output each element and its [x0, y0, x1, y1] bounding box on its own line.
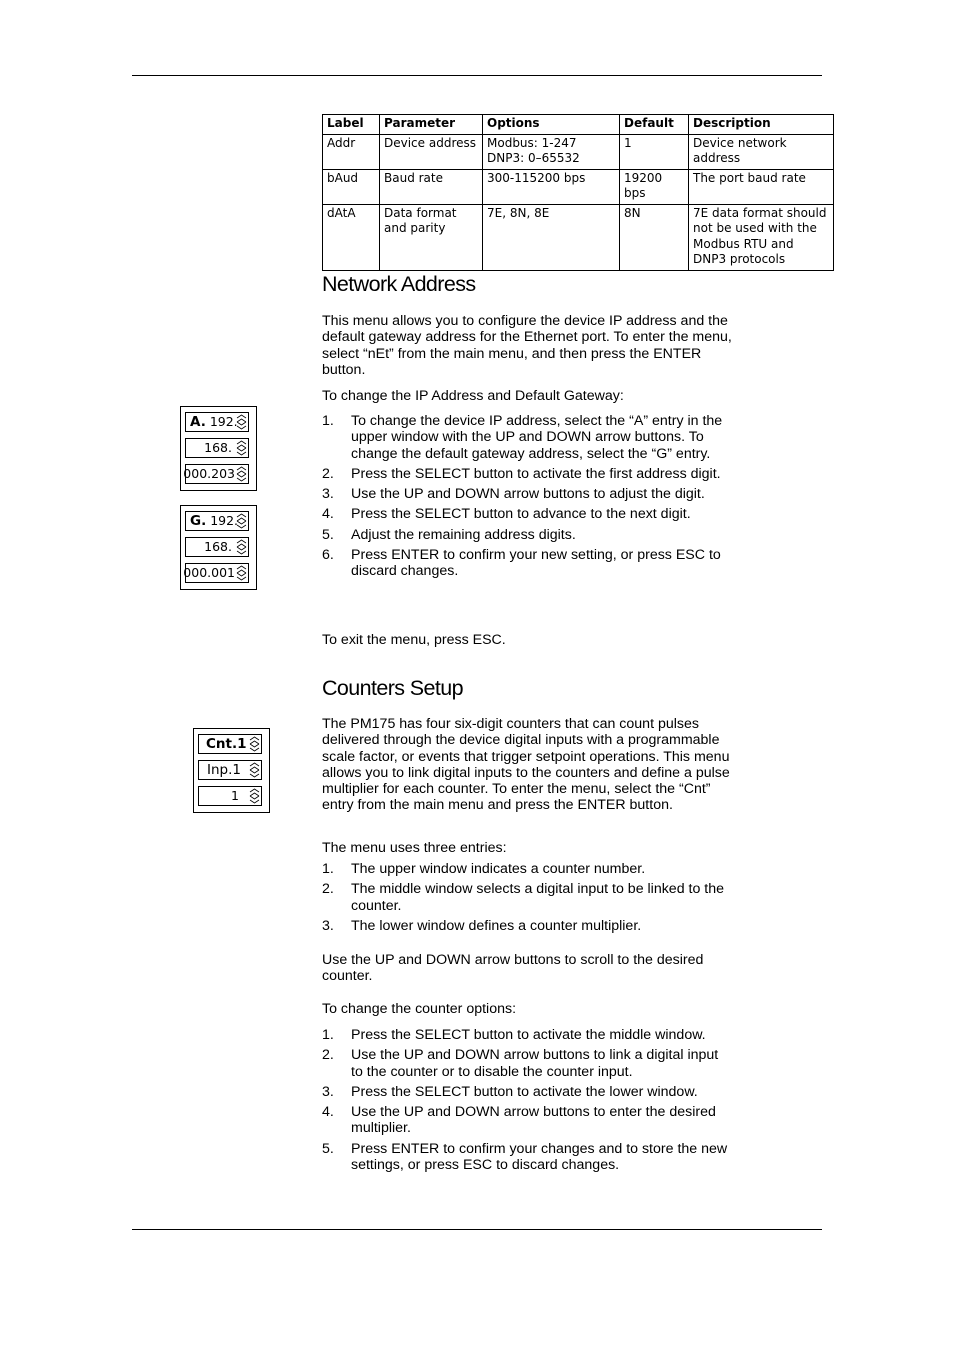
updown-arrow-icon — [249, 762, 260, 778]
lcd-display-gateway — [180, 505, 257, 590]
lcd-middle-window — [198, 760, 262, 780]
table-header-row — [323, 115, 834, 135]
list-item: 4. Use the UP and DOWN arrow buttons to enter the desired multiplier. — [322, 1104, 716, 1137]
lcd-upper-window — [185, 511, 249, 531]
table-cell-parameter: Data format and parity — [380, 204, 483, 270]
table-cell-description: 7E data format should not be used with the Modbus RTU and DNP3 protocols — [689, 204, 834, 270]
lcd-lower-window — [198, 786, 262, 806]
table-cell-options — [483, 134, 620, 169]
list-item: 5. Adjust the remaining address digits. — [322, 526, 576, 543]
table-cell-parameter: Device address — [380, 134, 483, 169]
lcd-display-ip — [180, 406, 257, 491]
table-cell-options: 7E, 8N, 8E — [483, 204, 620, 270]
counters-scroll-text: Use the UP and DOWN arrow buttons to scroll to the desired counter. — [322, 952, 704, 985]
updown-arrow-icon — [236, 414, 247, 430]
table-cell-default: 1 — [620, 134, 689, 169]
table-header: Default — [620, 115, 689, 135]
lcd-upper-window — [185, 412, 249, 432]
header-rule — [132, 75, 822, 76]
list-item: 1. Press the SELECT button to activate the middle window. — [322, 1027, 706, 1043]
table-cell-description: The port baud rate — [689, 169, 834, 204]
network-intro: This menu allows you to configure the device IP address and the default gateway address for the Ethernet port. To enter the menu, select “nEt” from the main menu, and then press the ENTER button. — [322, 313, 732, 378]
list-item: 2. Use the UP and DOWN arrow buttons to link a digital input to the counter or to disable the counter input. — [322, 1047, 719, 1080]
option-line: DNP3: 0–65532 — [487, 151, 580, 165]
table-cell-label: bAud — [323, 169, 380, 204]
updown-arrow-icon — [249, 788, 260, 804]
lcd-value: 1 — [231, 788, 239, 803]
counters-intro: The PM175 has four six-digit counters that can count pulses delivered through the device digital inputs with a programmable scale factor, or events that trigger setpoint operations. This menu allows you to link digital inputs to the counters and define a pulse multiplier for each counter. To enter the menu, select the “Cnt” entry from the main menu and press the ENTER button. — [322, 716, 730, 814]
lcd-value: Inp.1 — [207, 762, 241, 778]
option-line: Modbus: 1-247 — [487, 135, 577, 150]
table-cell-label: Addr — [323, 134, 380, 169]
list-item: 4. Press the SELECT button to advance to the next digit. — [322, 506, 691, 523]
table-row — [323, 169, 834, 204]
network-lead: To change the IP Address and Default Gateway: — [322, 388, 624, 404]
table-cell-parameter: Baud rate — [380, 169, 483, 204]
lcd-value: 000.203 — [183, 466, 235, 481]
lcd-value: 192. — [210, 513, 239, 528]
lcd-value: 168. — [204, 539, 232, 554]
updown-arrow-icon — [249, 736, 260, 752]
network-steps — [322, 413, 732, 580]
lcd-lower-window — [185, 464, 249, 484]
updown-arrow-icon — [236, 513, 247, 529]
lcd-value: 168. — [204, 440, 232, 455]
lcd-label: A. — [190, 414, 206, 430]
updown-arrow-icon — [236, 565, 247, 581]
list-item: 3. Use the UP and DOWN arrow buttons to adjust the digit. — [322, 486, 705, 503]
updown-arrow-icon — [236, 466, 247, 482]
list-item: 5. Press ENTER to confirm your changes and to store the new settings, or press ESC to discard changes. — [322, 1140, 728, 1174]
table-cell-default: 19200 bps — [620, 169, 689, 204]
lcd-display-counter — [193, 728, 270, 813]
network-exit: To exit the menu, press ESC. — [322, 632, 506, 648]
updown-arrow-icon — [236, 539, 247, 555]
lcd-lower-window — [185, 563, 249, 583]
lcd-value: 192. — [209, 414, 238, 429]
lcd-value: Cnt.1 — [206, 736, 247, 752]
table-header: Label — [323, 115, 380, 135]
network-heading: Network Address — [322, 272, 476, 296]
list-item: 6. Press ENTER to confirm your new setting, or press ESC to discard changes. — [322, 547, 721, 580]
counters-change-lead: To change the counter options: — [322, 1001, 517, 1017]
list-item: 1. To change the device IP address, select the “A” entry in the upper window with the UP and DOWN arrow buttons. To change the default gateway address, select the “G” entry. — [322, 413, 723, 462]
lcd-middle-window — [185, 537, 249, 557]
parameters-table — [322, 114, 834, 271]
table-header: Parameter — [380, 115, 483, 135]
list-item: 1. The upper window indicates a counter number. — [322, 861, 646, 877]
list-item: 3. Press the SELECT button to activate the lower window. — [322, 1083, 698, 1100]
table-header: Description — [689, 115, 834, 135]
footer-rule — [132, 1229, 822, 1230]
table-row — [323, 204, 834, 270]
counters-heading: Counters Setup — [322, 676, 463, 700]
table-row — [323, 134, 834, 169]
table-cell-description: Device network address — [689, 134, 834, 169]
lcd-upper-window — [198, 734, 262, 754]
table-cell-label: dAtA — [323, 204, 380, 270]
counters-steps — [322, 1027, 732, 1173]
updown-arrow-icon — [236, 440, 247, 456]
lcd-value: 000.001 — [183, 565, 235, 580]
counters-entries — [322, 861, 732, 934]
table-cell-default: 8N — [620, 204, 689, 270]
lcd-label: G. — [190, 513, 207, 529]
list-item: 3. The lower window defines a counter multiplier. — [322, 917, 642, 934]
list-item: 2. The middle window selects a digital input to be linked to the counter. — [322, 881, 725, 914]
table-cell-options: 300-115200 bps — [483, 169, 620, 204]
counters-entries-lead: The menu uses three entries: — [322, 840, 507, 856]
list-item: 2. Press the SELECT button to activate the first address digit. — [322, 465, 721, 482]
lcd-middle-window — [185, 438, 249, 458]
table-header: Options — [483, 115, 620, 135]
